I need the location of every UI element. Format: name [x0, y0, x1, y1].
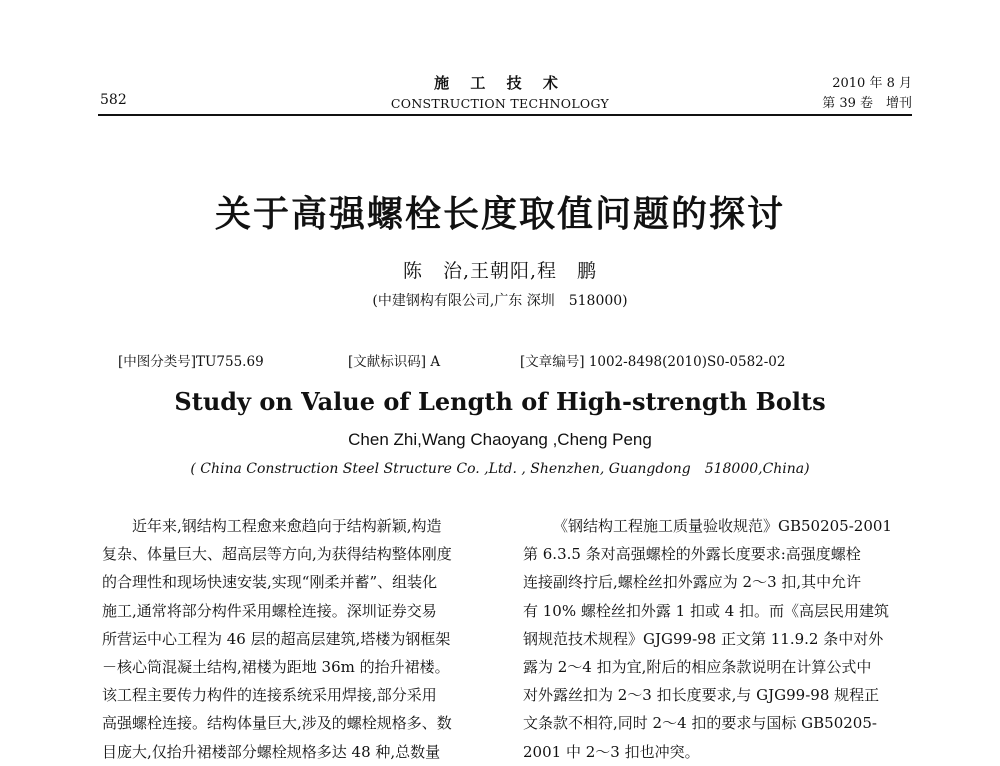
journal-name-cn: 施 工 技 术 — [434, 74, 566, 92]
body-line: 该工程主要传力构件的连接系统采用焊接,部分采用 — [102, 686, 437, 705]
body-line: 《钢结构工程施工质量验收规范》GB50205-2001 — [553, 517, 892, 535]
journal-name-en: CONSTRUCTION TECHNOLOGY — [390, 96, 610, 111]
body-line: 文条款不相符,同时 2～4 扣的要求与国标 GB50205- — [523, 714, 877, 733]
body-line: 2001 中 2～3 扣也冲突。 — [523, 742, 700, 761]
body-line: 所营运中心工程为 46 层的超高层建筑,塔楼为钢框架 — [102, 629, 451, 648]
affiliation-en: ( China Construction Steel Structure Co. ,Ltd. , Shenzhen, Guangdong 518000,China) — [190, 461, 810, 477]
body-column-left — [102, 512, 494, 766]
body-column-right — [523, 512, 915, 766]
body-line: 复杂、体量巨大、超高层等方向,为获得结构整体刚度 — [102, 545, 452, 564]
body-line: 第 6.3.5 条对高强螺栓的外露长度要求:高强度螺栓 — [523, 545, 861, 564]
body-line: 连接副终拧后,螺栓丝扣外露应为 2～3 扣,其中允许 — [523, 573, 862, 592]
body-line: 的合理性和现场快速安装,实现“刚柔并蓄”、组装化 — [102, 573, 438, 592]
authors-en: Chen Zhi,Wang Chaoyang ,Cheng Peng — [348, 430, 652, 449]
body-line: 目庞大,仅抬升裙楼部分螺栓规格多达 48 种,总数量 — [102, 742, 441, 761]
body-line: 露为 2～4 扣为宜,附后的相应条款说明在计算公式中 — [523, 658, 872, 677]
issue-date: 2010 年 8 月 — [832, 76, 912, 91]
article-number: [文章编号] 1002-8498(2010)S0-0582-02 — [520, 354, 786, 370]
paper-title-cn: 关于高强螺栓长度取值问题的探讨 — [214, 193, 785, 235]
affiliation-cn: (中建钢构有限公司,广东 深圳 518000) — [372, 293, 628, 309]
issue-volume: 第 39 卷 增刊 — [822, 96, 912, 111]
issue-info — [822, 74, 912, 114]
paper-title-en: Study on Value of Length of High-strength Bolts — [174, 387, 826, 416]
authors-cn: 陈 治,王朝阳,程 鹏 — [402, 260, 598, 282]
body-line: 有 10% 螺栓丝扣外露 1 扣或 4 扣。而《高层民用建筑 — [523, 601, 890, 620]
page-number: 582 — [100, 92, 127, 108]
body-line: 施工,通常将部分构件采用螺栓连接。深圳证券交易 — [102, 601, 437, 620]
body-line: 高强螺栓连接。结构体量巨大,涉及的螺栓规格多、数 — [102, 714, 452, 733]
body-line: 钢规范技术规程》GJG99-98 正文第 11.9.2 条中对外 — [523, 629, 884, 648]
header-rule — [98, 114, 912, 116]
body-line: 对外露丝扣为 2～3 扣长度要求,与 GJG99-98 规程正 — [523, 686, 880, 705]
body-line: 近年来,钢结构工程愈来愈趋向于结构新颖,构造 — [132, 517, 442, 535]
clc-number: [中图分类号]TU755.69 — [118, 354, 264, 370]
body-line: －核心筒混凝土结构,裙楼为距地 36m 的抬升裙楼。 — [102, 658, 450, 677]
document-code: [文献标识码] A — [348, 354, 441, 370]
